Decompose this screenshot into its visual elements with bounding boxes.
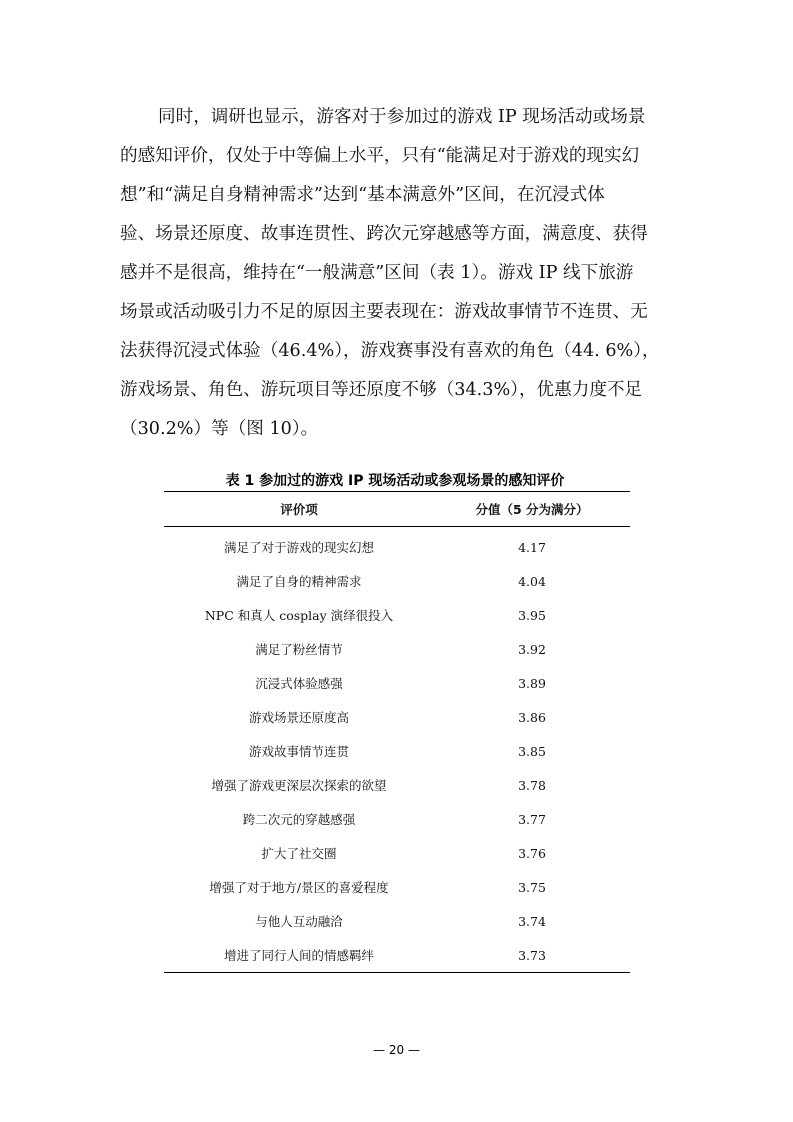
row-item: 增进了同行人间的情感羁绊 — [164, 938, 434, 973]
row-score: 3.86 — [518, 709, 546, 725]
paragraph-line: 的感知评价，仅处于中等偏上水平，只有“能满足对于游戏的现实幻 — [120, 146, 640, 166]
paragraph-line: 场景或活动吸引力不足的原因主要表现在：游戏故事情节不连贯、无 — [120, 302, 648, 322]
table-row — [164, 598, 630, 632]
row-item: 满足了粉丝情节 — [255, 642, 343, 657]
paragraph-line: 游戏场景、角色、游玩项目等还原度不够（34.3%），优惠力度不足 — [120, 380, 643, 400]
table-row — [164, 938, 630, 973]
row-score: 3.78 — [518, 777, 546, 793]
table-row — [164, 904, 630, 938]
row-score: 3.92 — [518, 641, 546, 657]
table-row — [164, 564, 630, 598]
row-score: 3.89 — [518, 675, 546, 691]
row-score: 4.17 — [518, 539, 546, 555]
row-item: 增强了对于地方/景区的喜爱程度 — [209, 880, 389, 895]
row-score: 3.76 — [518, 845, 546, 861]
table-row — [164, 836, 630, 870]
page-number: — 20 — — [373, 1043, 420, 1057]
row-score: 3.75 — [518, 879, 546, 895]
paragraph-line: 同时，调研也显示，游客对于参加过的游戏 IP 现场活动或场景 — [158, 107, 646, 127]
paragraph-line: 感并不是很高，维持在“一般满意”区间（表 1）。游戏 IP 线下旅游 — [120, 263, 634, 283]
evaluation-table — [164, 491, 630, 973]
column-header-score: 分值（5 分为满分） — [434, 492, 630, 527]
row-item: 扩大了社交圈 — [261, 846, 337, 861]
body-paragraph — [120, 98, 680, 449]
row-item: 与他人互动融洽 — [255, 914, 343, 929]
row-item: 游戏场景还原度高 — [248, 710, 349, 725]
row-item: 满足了对于游戏的现实幻想 — [223, 540, 374, 555]
row-score: 4.04 — [518, 573, 546, 589]
paragraph-line: 验、场景还原度、故事连贯性、跨次元穿越感等方面，满意度、获得 — [120, 224, 648, 244]
row-item: 沉浸式体验感强 — [255, 676, 343, 691]
row-score: 3.73 — [434, 938, 630, 973]
row-item: 满足了自身的精神需求 — [236, 574, 362, 589]
row-item: NPC 和真人 cosplay 演绎很投入 — [204, 608, 394, 623]
row-score: 3.85 — [518, 743, 546, 759]
table-caption: 表 1 参加过的游戏 IP 现场活动或参观场景的感知评价 — [225, 473, 565, 489]
row-item: 增强了游戏更深层次探索的欲望 — [211, 778, 387, 793]
table-row — [164, 527, 630, 565]
paragraph-line: 法获得沉浸式体验（46.4%），游戏赛事没有喜欢的角色（44. 6%）， — [120, 341, 660, 361]
row-score: 3.74 — [518, 913, 546, 929]
table-row — [164, 666, 630, 700]
row-score: 3.77 — [518, 811, 546, 827]
table-row — [164, 734, 630, 768]
row-item: 跨二次元的穿越感强 — [242, 812, 356, 827]
row-score: 3.95 — [518, 607, 546, 623]
table-row — [164, 700, 630, 734]
paragraph-line: 想”和“满足自身精神需求”达到“基本满意外”区间，在沉浸式体 — [120, 185, 605, 205]
table-row — [164, 632, 630, 666]
table-row — [164, 768, 630, 802]
table-row — [164, 870, 630, 904]
column-header-item: 评价项 — [164, 492, 434, 527]
table-row — [164, 802, 630, 836]
row-item: 游戏故事情节连贯 — [248, 744, 349, 759]
paragraph-line: （30.2%）等（图 10）。 — [120, 419, 319, 439]
table-header-row — [164, 492, 630, 527]
